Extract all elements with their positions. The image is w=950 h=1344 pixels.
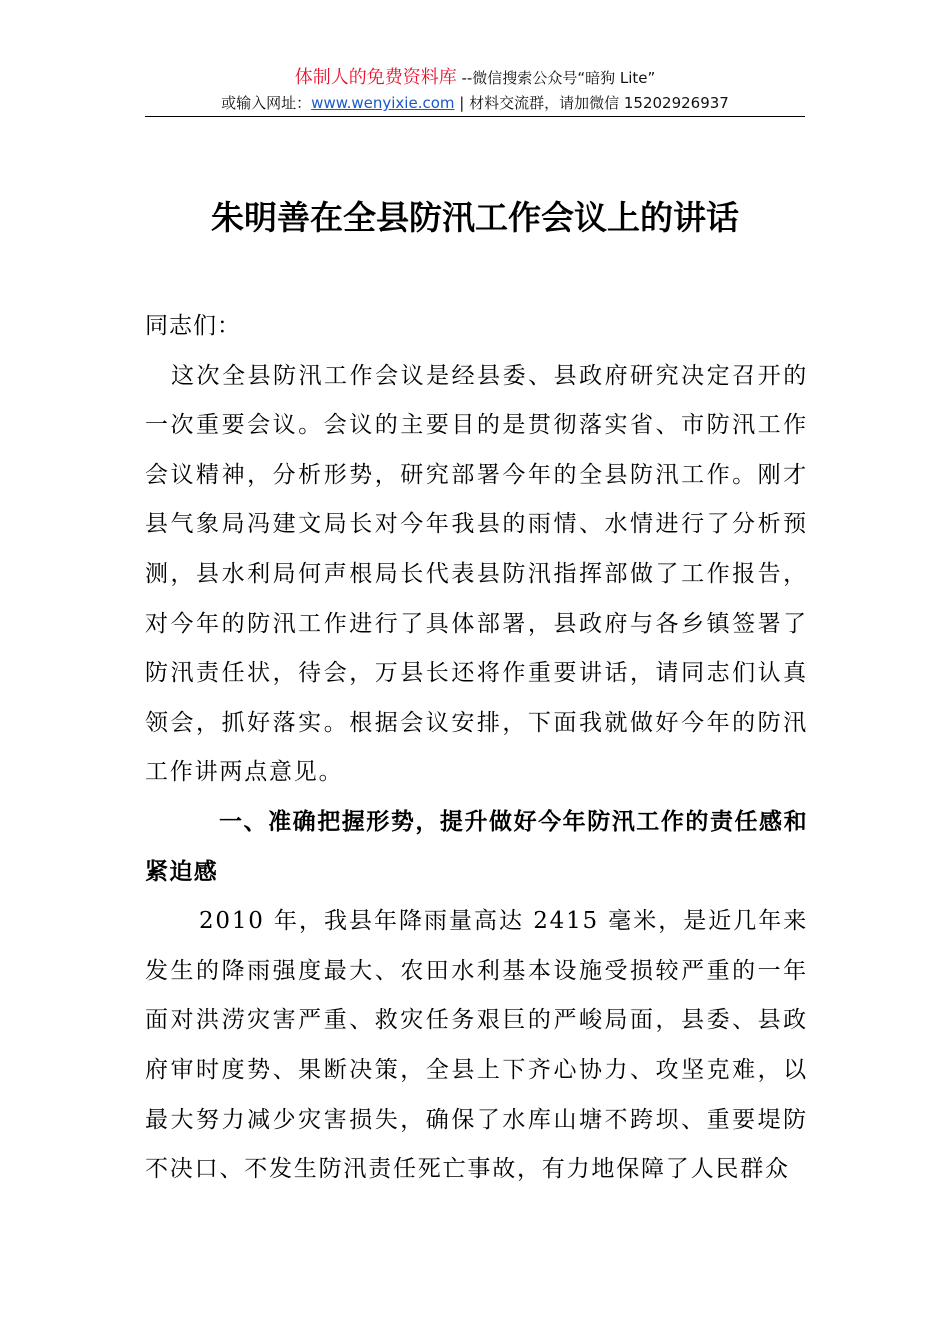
header-url-prefix: 或输入网址： — [221, 94, 312, 112]
document-title: 朱明善在全县防汛工作会议上的讲话 — [211, 198, 739, 237]
paragraph: 这次全县防汛工作会议是经县委、县政府研究决定召开的一次重要会议。会议的主要目的是贯彻落实省、市防汛工作会议精神，分析形势，研究部署今年的全县防汛工作。刚才县气象局冯建文局长对今年我县的雨情、水情进行了分析预测，县水利局何声根局长代表县防汛指挥部做了工作报告，对今年的防汛工作进行了具体部署，县政府与各乡镇签署了防汛责任状，待会，万县长还将作重要讲话，请同志们认真领会，抓好落实。根据会议安排，下面我就做好今年的防汛工作讲两点意见。 — [145, 362, 808, 786]
header-url-line — [145, 92, 805, 114]
header-wechat-text: --微信搜索公众号“暗狗 Lite” — [456, 69, 656, 87]
header-website-link[interactable]: www.wenyixie.com — [311, 94, 455, 112]
paragraph: 2010 年，我县年降雨量高达 2415 毫米，是近几年来发生的降雨强度最大、农田水利基本设施受损较严重的一年面对洪涝灾害严重、救灾任务艰巨的严峻局面，县委、县政府审时度势、果断决策，全县上下齐心协力、攻坚克难，以最大努力减少灾害损失，确保了水库山塘不跨坝、重要堤防不决口、不发生防汛责任死亡事故，有力地保障了人民群众 — [145, 908, 808, 1183]
section-heading: 一、准确把握形势，提升做好今年防汛工作的责任感和紧迫感 — [145, 808, 808, 885]
header-promo-line — [145, 66, 805, 90]
page-header — [145, 66, 805, 114]
header-brand: 体制人的免费资料库 — [294, 67, 457, 88]
salutation: 同志们： — [145, 313, 241, 339]
header-divider — [145, 116, 805, 117]
header-url-suffix: | 材料交流群，请加微信 15202926937 — [454, 94, 729, 112]
document-body — [145, 302, 808, 1195]
